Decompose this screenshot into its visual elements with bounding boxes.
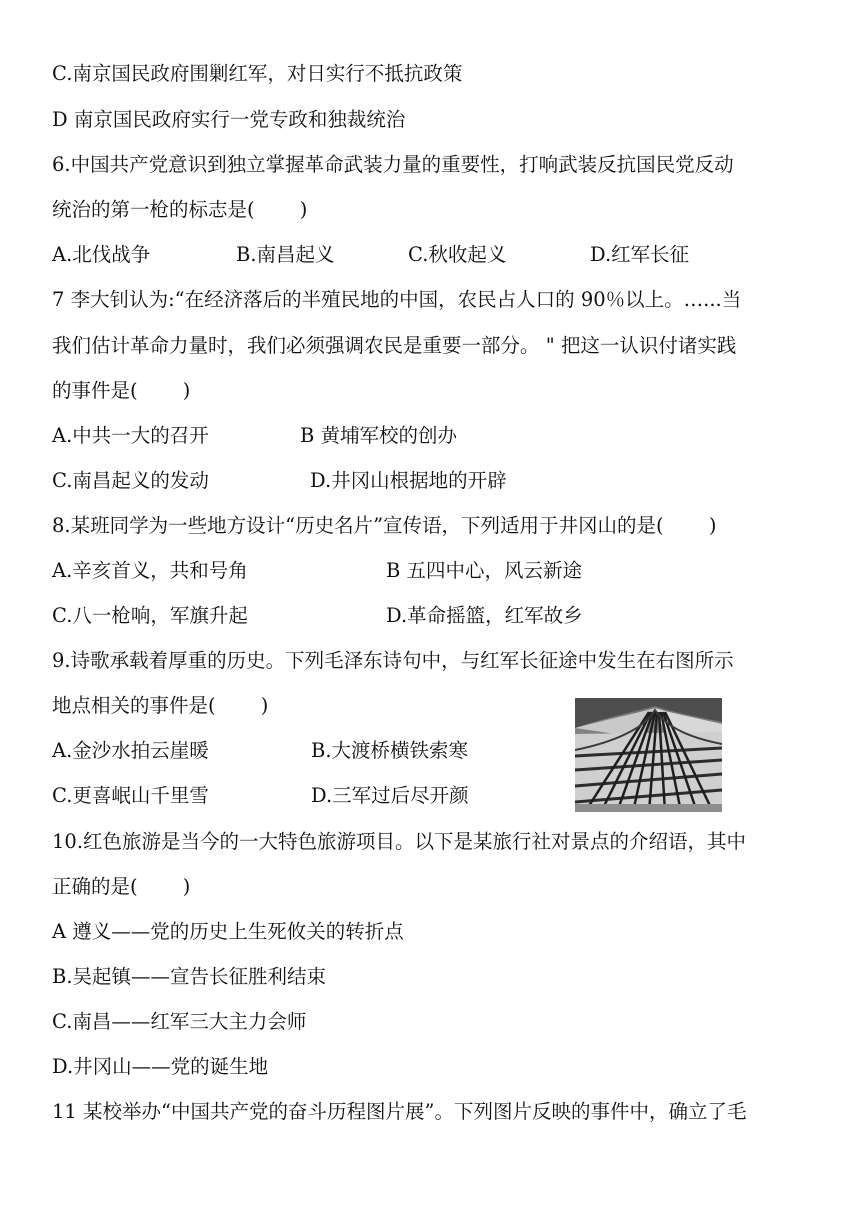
q9-option-b: B.大渡桥横铁索寒: [311, 739, 469, 762]
q7-option-b: B 黄埔军校的创办: [300, 424, 458, 447]
q6-stem-line1: 6.中国共产党意识到独立掌握革命武装力量的重要性，打响武装反抗国民党反动: [52, 153, 734, 176]
q7-stem-line2: 我们估计革命力量时，我们必须强调农民是重要一部分。 " 把这一认识付诸实践: [52, 334, 737, 357]
q6-option-b: B.南昌起义: [236, 243, 335, 266]
q8-stem: 8.某班同学为一些地方设计“历史名片”宣传语，下列适用于井冈山的是( ): [52, 514, 717, 537]
q10-option-c: C.南昌——红军三大主力会师: [52, 1010, 307, 1033]
q9-option-a: A.金沙水拍云崖暖: [52, 739, 209, 762]
q10-option-a: A 遵义——党的历史上生死攸关的转折点: [52, 920, 404, 943]
q10-option-b: B.吴起镇——宣告长征胜利结束: [52, 965, 327, 988]
q8-option-c: C.八一枪响，军旗升起: [52, 604, 248, 627]
q6-stem-line2: 统治的第一枪的标志是( ): [52, 198, 308, 221]
q9-option-d: D.三军过后尽开颜: [311, 784, 469, 807]
q7-option-d: D.井冈山根据地的开辟: [310, 469, 507, 492]
chain-bridge-photo: [575, 698, 722, 812]
q10-option-d: D.井冈山——党的诞生地: [52, 1055, 269, 1078]
chain-bridge-illustration: [575, 698, 722, 812]
q10-stem-line1: 10.红色旅游是当今的一大特色旅游项目。以下是某旅行社对景点的介绍语，其中: [52, 830, 747, 853]
q5-option-d: D 南京国民政府实行一党专政和独裁统治: [52, 108, 406, 131]
q7-option-c: C.南昌起义的发动: [52, 469, 209, 492]
q7-stem-line1: 7 李大钊认为:“在经济落后的半殖民地的中国，农民占人口的 90％以上。…...当: [52, 288, 742, 311]
q8-option-a: A.辛亥首义，共和号角: [52, 559, 248, 582]
q8-option-d: D.革命摇篮，红军故乡: [386, 604, 583, 627]
q6-option-d: D.红军长征: [590, 243, 690, 266]
q11-stem-line1: 11 某校举办“中国共产党的奋斗历程图片展”。下列图片反映的事件中，确立了毛: [52, 1100, 747, 1123]
q9-option-c: C.更喜岷山千里雪: [52, 784, 209, 807]
q10-stem-line2: 正确的是( ): [52, 875, 191, 898]
q9-stem-line1: 9.诗歌承载着厚重的历史。下列毛泽东诗句中，与红军长征途中发生在右图所示: [52, 649, 734, 672]
q6-option-c: C.秋收起义: [408, 243, 507, 266]
q5-option-c: C.南京国民政府围剿红军，对日实行不抵抗政策: [52, 62, 463, 85]
q6-option-a: A.北伐战争: [52, 243, 151, 266]
q8-option-b: B 五四中心，风云新途: [386, 559, 583, 582]
q7-stem-line3: 的事件是( ): [52, 379, 191, 402]
q9-stem-line2: 地点相关的事件是( ): [52, 694, 269, 717]
q7-option-a: A.中共一大的召开: [52, 424, 209, 447]
